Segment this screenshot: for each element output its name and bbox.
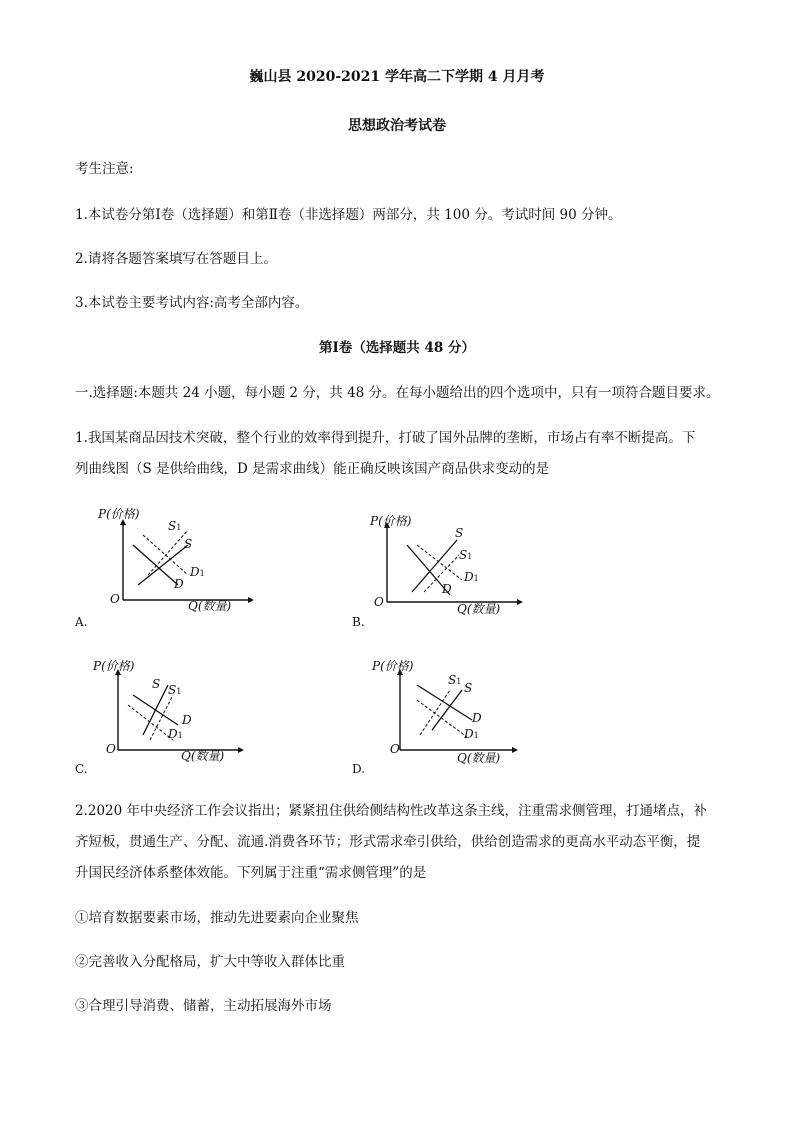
graph-d [362, 655, 552, 785]
axis-label-p: P(价格) [372, 659, 414, 673]
curve-label-d1: D1 [190, 565, 205, 579]
question-2-item: ③合理引导消费、储蓄，主动拓展海外市场 [75, 998, 332, 1014]
curve-label-d: D [442, 582, 452, 596]
origin-label: O [110, 592, 120, 606]
origin-label: O [106, 742, 116, 756]
curve-label-s: S [455, 526, 464, 540]
graph-a [88, 505, 278, 635]
axis-label-p: P(价格) [93, 659, 135, 673]
curve-label-s1: S1 [459, 548, 473, 562]
option-d[interactable]: D. [352, 762, 366, 776]
origin-label: O [374, 595, 384, 609]
exam-title: 巍山县 2020-2021 学年高二下学期 4 月月考 [249, 69, 545, 85]
curve-label-d1: D1 [464, 727, 479, 741]
curve-label-d: D [174, 577, 184, 591]
notice-item: 2.请将各题答案填写在答题目上。 [75, 251, 277, 267]
notice-item: 1.本试卷分第Ⅰ卷（选择题）和第Ⅱ卷（非选择题）两部分，共 100 分。考试时间 90 分钟。 [75, 207, 622, 223]
question-2-text: 升国民经济体系整体效能。下列属于注重“需求侧管理”的是 [75, 865, 427, 881]
curve-label-s: S [464, 681, 473, 695]
section-title: 第Ⅰ卷（选择题共 48 分） [318, 340, 475, 356]
axis-label-q: Q(数量) [181, 749, 225, 763]
origin-label: O [390, 742, 400, 756]
axis-label-p: P(价格) [98, 507, 140, 521]
question-2-item: ①培育数据要素市场，推动先进要素向企业聚焦 [75, 910, 359, 926]
question-2-text: 2.2020 年中央经济工作会议指出；紧紧扭住供给侧结构性改革这条主线，注重需求侧管理，打通堵点，补 [75, 803, 708, 819]
curve-label-s1: S1 [168, 683, 182, 697]
axis-label-p: P(价格) [370, 514, 412, 528]
axis-label-q: Q(数量) [457, 602, 501, 616]
question-2-text: 齐短板，贯通生产、分配、流通.消费各环节；形式需求牵引供给，供给创造需求的更高水平动态平衡，提 [75, 834, 701, 850]
axis-label-q: Q(数量) [188, 599, 232, 613]
curve-label-d1: D1 [464, 570, 479, 584]
exam-subtitle: 思想政治考试卷 [348, 118, 446, 134]
curve-label-s1: S1 [168, 519, 182, 533]
curve-label-d: D [182, 713, 192, 727]
notice-item: 3.本试卷主要考试内容:高考全部内容。 [75, 295, 309, 311]
question-1-text: 1.我国某商品因技术突破，整个行业的效率得到提升，打破了国外品牌的垄断，市场占有率不断提高。下 [75, 430, 696, 446]
notice-heading: 考生注意: [75, 161, 134, 177]
section-instruction: 一.选择题:本题共 24 小题，每小题 2 分，共 48 分。在每小题给出的四个选项中，只有一项符合题目要求。 [75, 385, 720, 401]
graph-c [88, 655, 278, 785]
option-b[interactable]: B. [352, 615, 365, 629]
curve-label-d: D [472, 711, 482, 725]
curve-label-s: S [184, 537, 193, 551]
question-1-text: 列曲线图（S 是供给曲线，D 是需求曲线）能正确反映该国产商品供求变动的是 [75, 461, 550, 477]
question-2-item: ②完善收入分配格局，扩大中等收入群体比重 [75, 954, 345, 970]
option-c[interactable]: C. [75, 762, 88, 776]
curve-label-s1: S1 [448, 673, 462, 687]
curve-label-d1: D1 [168, 727, 183, 741]
option-a[interactable]: A. [75, 615, 88, 629]
axis-label-q: Q(数量) [457, 751, 501, 765]
graph-b [362, 510, 552, 640]
curve-label-s: S [152, 677, 161, 691]
